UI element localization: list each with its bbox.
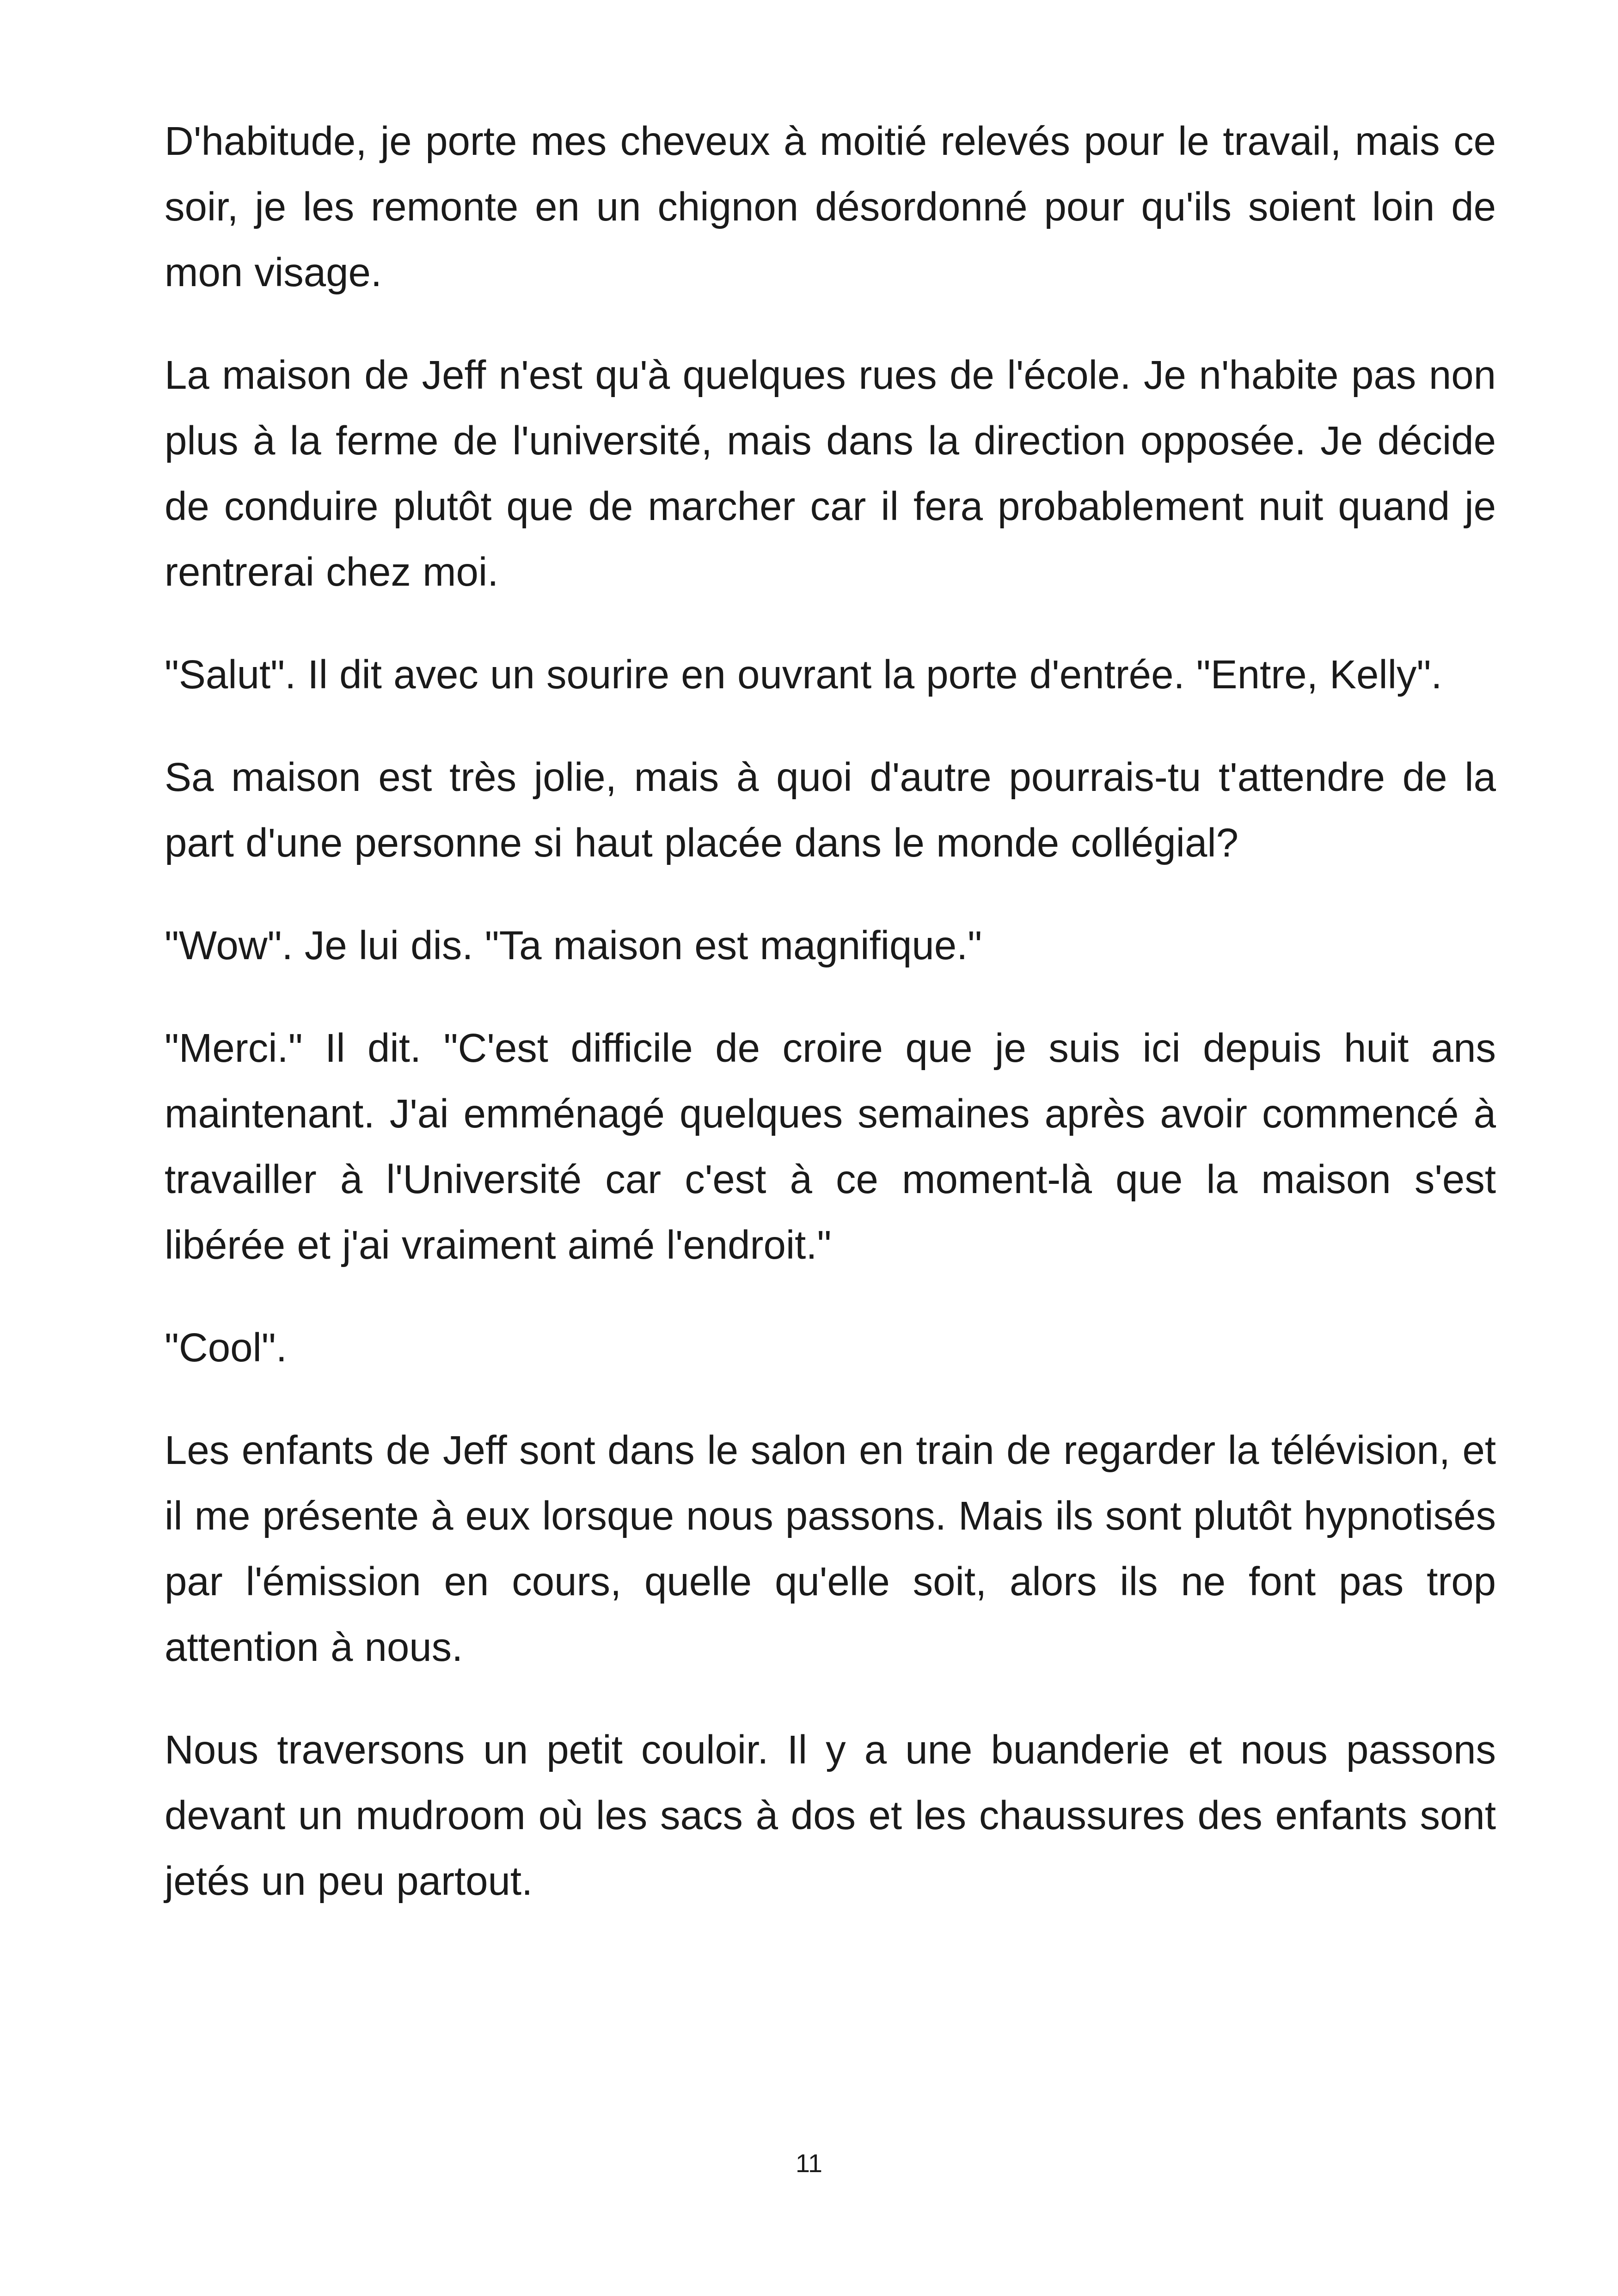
paragraph-4: Sa maison est très jolie, mais à quoi d'autre pourrais-tu t'attendre de la part d'une personne si haut placée dans le monde collégial?	[165, 755, 1496, 865]
paragraph-7: "Cool".	[165, 1325, 287, 1370]
paragraph-1: D'habitude, je porte mes cheveux à moitié relevés pour le travail, mais ce soir, je les remonte en un chignon désordonné pour qu'ils soient loin de mon visage.	[165, 119, 1496, 295]
paragraph-8: Les enfants de Jeff sont dans le salon en train de regarder la télévision, et il me présente à eux lorsque nous passons. Mais ils sont plutôt hypnotisés par l'émission en cours, quelle qu'elle soit, alors ils ne font pas trop attention à nous.	[165, 1428, 1496, 1670]
paragraph-9: Nous traversons un petit couloir. Il y a une buanderie et nous passons devant un mudroom où les sacs à dos et les chaussures des enfants sont jetés un peu partout.	[165, 1727, 1496, 1904]
paragraph-5: "Wow". Je lui dis. "Ta maison est magnifique."	[165, 923, 982, 968]
page-number: 11	[795, 2149, 823, 2178]
paragraph-6: "Merci." Il dit. "C'est difficile de croire que je suis ici depuis huit ans maintenant. J'ai emménagé quelques semaines après avoir commencé à travailler à l'Université car c'est à ce moment-là que la maison s'est libérée et j'ai vraiment aimé l'endroit."	[165, 1026, 1496, 1267]
paragraph-2: La maison de Jeff n'est qu'à quelques rues de l'école. Je n'habite pas non plus à la ferme de l'université, mais dans la direction opposée. Je décide de conduire plutôt que de marcher car il fera probablement nuit quand je rentrerai chez moi.	[165, 353, 1496, 594]
body-text	[165, 109, 1496, 1951]
paragraph-3: "Salut". Il dit avec un sourire en ouvrant la porte d'entrée. "Entre, Kelly".	[165, 652, 1442, 697]
